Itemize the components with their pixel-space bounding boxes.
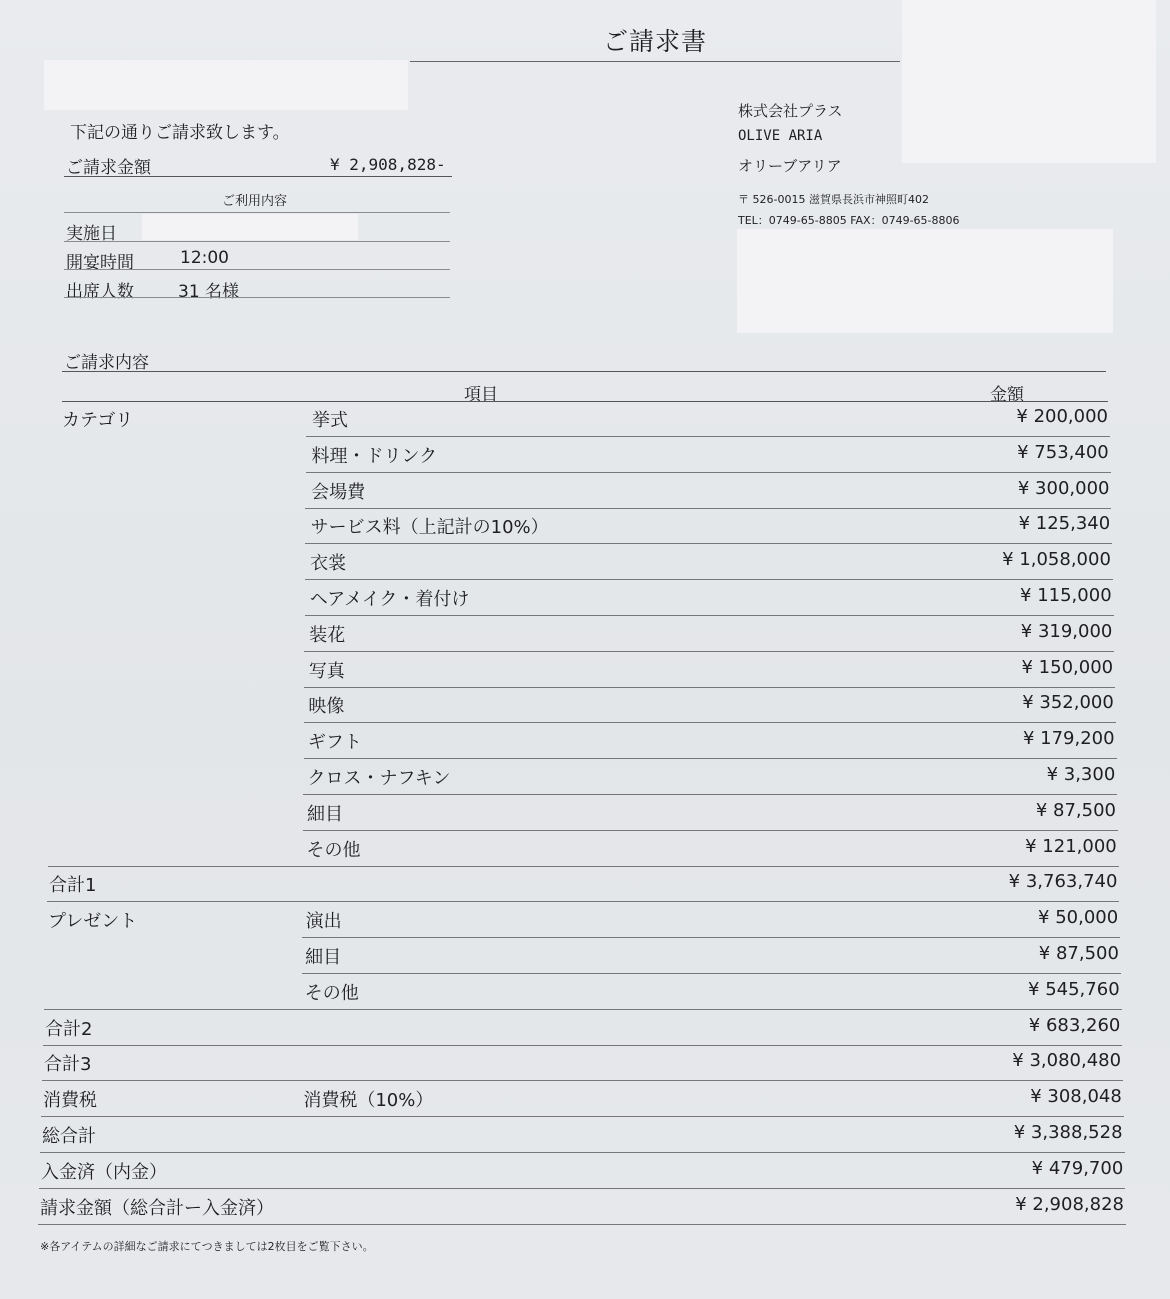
row-item: その他 (304, 982, 359, 1004)
time-label: 開宴時間 (66, 253, 134, 273)
row-divider (38, 1224, 1126, 1225)
table-row (0, 1046, 1170, 1081)
table-row (0, 438, 1170, 473)
row-amount: ¥ 3,388,528 (1013, 1122, 1123, 1143)
row-amount: ¥ 753,400 (1017, 441, 1109, 463)
row-amount: ¥ 479,700 (1031, 1157, 1124, 1179)
column-amount-header: 金額 (990, 385, 1024, 405)
row-item: 挙式 (312, 410, 348, 431)
table-row (0, 903, 1170, 938)
table-row (0, 617, 1170, 652)
billing-label: ご請求金額 (66, 158, 151, 178)
guests-label: 出席人数 (66, 282, 134, 302)
row-amount: ¥ 2,908,828 (1015, 1193, 1124, 1215)
column-item-header: 項目 (464, 385, 498, 405)
row-amount: ¥ 87,500 (1038, 943, 1119, 964)
company-address: 〒 526-0015 滋賀県長浜市神照町402 (738, 193, 929, 206)
row-amount: ¥ 3,763,740 (1008, 871, 1118, 893)
billing-amount: ¥ 2,908,828- (330, 155, 446, 174)
row-item: ギフト (307, 732, 362, 754)
date-label: 実施日 (66, 224, 117, 244)
table-row (0, 1118, 1170, 1153)
row-item: 料理・ドリンク (311, 445, 438, 467)
redacted-stamp-area (902, 0, 1156, 163)
row-category: 総合計 (42, 1126, 96, 1147)
table-row (0, 796, 1170, 831)
row-amount: ¥ 3,300 (1046, 764, 1116, 785)
row-item: 映像 (308, 696, 345, 718)
row-item: 衣裳 (310, 553, 347, 575)
invoice-section-label: ご請求内容 (64, 353, 149, 373)
row-item: 消費税（10%） (303, 1090, 434, 1112)
row-amount: ¥ 319,000 (1020, 620, 1113, 642)
row-item: その他 (306, 839, 361, 861)
table-row (0, 832, 1170, 867)
table-row (0, 1190, 1170, 1225)
table-row (0, 688, 1170, 723)
table-row (0, 1154, 1170, 1189)
guests-value: 31 名様 (178, 282, 240, 302)
table-row (0, 867, 1170, 902)
section-top-line (62, 371, 1106, 372)
redacted-date-value (142, 214, 358, 240)
date-line (64, 241, 450, 242)
table-row (0, 760, 1170, 795)
row-amount: ¥ 50,000 (1038, 907, 1119, 929)
row-item: 装花 (309, 624, 346, 646)
row-category: カテゴリ (62, 410, 134, 431)
table-row (0, 1011, 1170, 1046)
row-amount: ¥ 3,080,480 (1012, 1050, 1122, 1072)
row-item: 写真 (308, 660, 345, 682)
company-brand-ja: オリーブアリア (738, 157, 842, 175)
company-tel-fax: TEL：0749-65-8805 FAX：0749-65-8806 (738, 214, 960, 227)
row-item: ヘアメイク・着付け (309, 589, 470, 610)
time-line (64, 269, 450, 270)
table-row (0, 474, 1170, 509)
row-amount: ¥ 352,000 (1022, 692, 1114, 714)
row-item: サービス料（上記計の10%） (310, 517, 549, 539)
row-item: 演出 (305, 911, 342, 933)
row-category: 入金済（内金） (41, 1161, 167, 1183)
row-amount: ¥ 121,000 (1025, 835, 1117, 857)
row-item: 細目 (305, 947, 342, 968)
row-amount: ¥ 179,200 (1022, 728, 1115, 750)
row-item: 細目 (307, 803, 343, 825)
company-name: 株式会社プラス (738, 102, 843, 120)
time-value: 12:00 (180, 248, 229, 268)
row-amount: ¥ 87,500 (1035, 799, 1116, 821)
redacted-recipient (44, 60, 408, 110)
page-title: ご請求書 (602, 27, 707, 56)
row-amount: ¥ 308,048 (1030, 1086, 1122, 1108)
row-category: 合計1 (49, 875, 97, 897)
table-row (0, 724, 1170, 759)
intro-text: 下記の通りご請求致します。 (70, 123, 290, 143)
row-item: 会場費 (311, 481, 366, 503)
row-category: 合計2 (45, 1018, 93, 1040)
row-amount: ¥ 1,058,000 (1002, 549, 1111, 571)
title-underline (410, 61, 900, 62)
row-amount: ¥ 300,000 (1017, 477, 1110, 499)
row-amount: ¥ 200,000 (1016, 406, 1108, 427)
table-row (0, 653, 1170, 688)
billing-underline (64, 176, 452, 177)
row-amount: ¥ 115,000 (1020, 585, 1112, 606)
table-row (0, 1082, 1170, 1117)
row-category: 合計3 (44, 1054, 92, 1076)
table-row (0, 509, 1170, 544)
table-row (0, 402, 1170, 437)
row-category: 消費税 (43, 1090, 97, 1112)
table-row (0, 939, 1170, 974)
row-amount: ¥ 545,760 (1028, 978, 1120, 1000)
usage-heading-line (64, 212, 450, 213)
table-row (0, 545, 1170, 580)
row-amount: ¥ 150,000 (1021, 656, 1114, 678)
row-item: クロス・ナフキン (307, 768, 451, 789)
row-amount: ¥ 125,340 (1018, 513, 1111, 535)
usage-heading: ご利用内容 (222, 194, 288, 209)
footer-note: ※各アイテムの詳細なご請求にてつきましては2枚目をご覧下さい。 (40, 1240, 374, 1253)
row-category: プレゼント (48, 911, 138, 933)
company-brand-en: OLIVE ARIA (738, 128, 823, 144)
table-row (0, 975, 1170, 1010)
table-row (0, 581, 1170, 616)
guests-line (64, 297, 450, 298)
redacted-company-seal (737, 229, 1113, 333)
row-amount: ¥ 683,260 (1028, 1014, 1121, 1036)
row-category: 請求金額（総合計ー入金済） (40, 1197, 274, 1219)
